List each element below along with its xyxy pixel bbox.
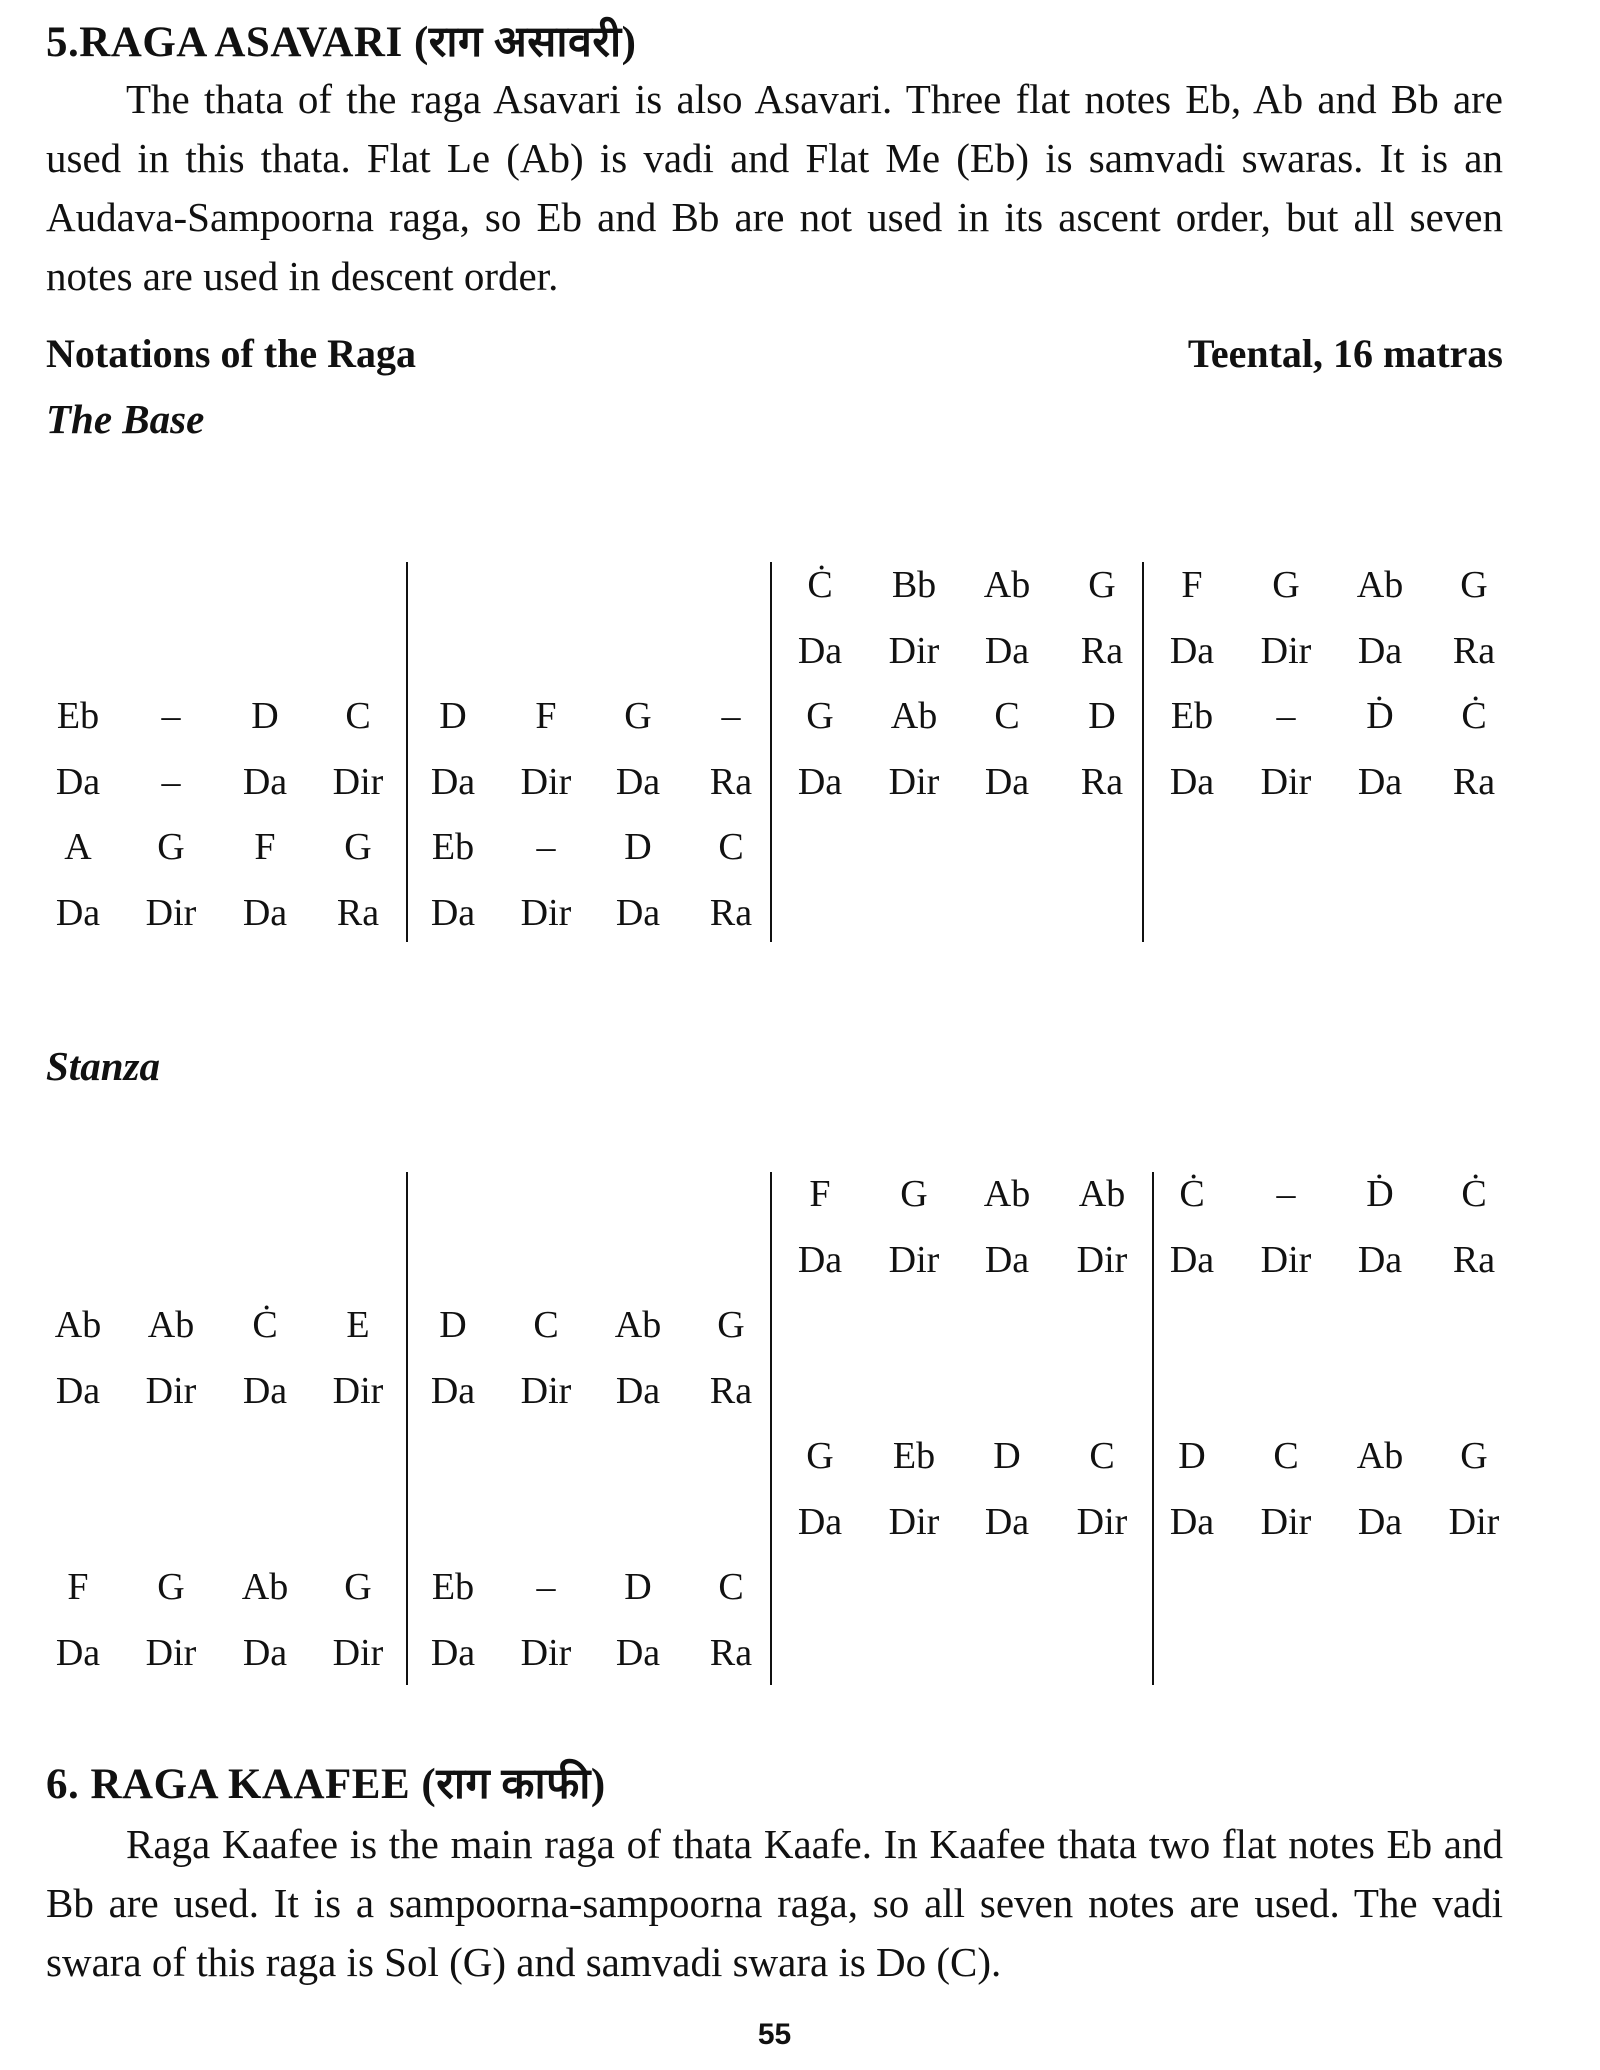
notation-cell: Da	[242, 891, 288, 934]
notation-cell: Da	[797, 629, 843, 672]
notation-cell: Ḋ	[1366, 1173, 1394, 1215]
notation-cell: –	[161, 695, 181, 737]
notation-cell: Da	[797, 760, 843, 803]
notation-cell: –	[1276, 695, 1296, 737]
notation-cell: Dir	[1076, 1238, 1128, 1281]
notation-cell: G	[1460, 1435, 1488, 1477]
notation-cell: Ab	[1078, 1173, 1126, 1215]
notation-cell: –	[161, 760, 181, 803]
notation-cell: –	[721, 695, 741, 737]
notation-cell: G	[157, 826, 185, 868]
notation-cell: Da	[984, 760, 1030, 803]
notation-cell: Ra	[1080, 760, 1124, 803]
notation-cell: Dir	[1260, 629, 1312, 672]
notation-cell: G	[1272, 564, 1300, 606]
notation-cell: Da	[242, 760, 288, 803]
notation-cell: Ab	[983, 1173, 1031, 1215]
notation-cell: Dir	[888, 760, 940, 803]
notation-cell: D	[1178, 1435, 1206, 1477]
notation-cell: –	[536, 826, 556, 868]
notation-cell: Dir	[888, 1500, 940, 1543]
vibhag-divider	[770, 562, 772, 942]
notation-cell: Ra	[336, 891, 380, 934]
base-label: The Base	[46, 396, 205, 442]
notation-cell: Ra	[1452, 760, 1496, 803]
notation-cell: Da	[615, 1369, 661, 1412]
notation-cell: G	[157, 1566, 185, 1608]
vibhag-divider	[406, 562, 408, 942]
page-number: 55	[757, 2018, 792, 2051]
notation-cell: Dir	[888, 629, 940, 672]
notation-cell: Ab	[614, 1304, 662, 1346]
notation-cell: Da	[1169, 1500, 1215, 1543]
notations-heading: Notations of the Raga	[46, 331, 416, 376]
vibhag-divider	[406, 1172, 408, 1685]
notation-cell: Dir	[520, 891, 572, 934]
notation-cell: Ra	[709, 891, 753, 934]
notation-cell: D	[993, 1435, 1021, 1477]
notation-cell: C	[1089, 1435, 1115, 1477]
notation-cell: Eb	[56, 695, 100, 737]
notation-cell: Da	[1357, 629, 1403, 672]
notation-cell: C	[718, 826, 744, 868]
notation-cell: G	[806, 1435, 834, 1477]
notation-cell: Da	[430, 1631, 476, 1674]
notation-cell: Bb	[891, 564, 937, 606]
notation-cell: Dir	[888, 1238, 940, 1281]
notation-cell: Ra	[709, 1369, 753, 1412]
notation-cell: Da	[615, 1631, 661, 1674]
notation-cell: G	[900, 1173, 928, 1215]
notation-cell: Da	[242, 1369, 288, 1412]
notation-cell: Da	[242, 1631, 288, 1674]
taal-label: Teental, 16 matras	[1187, 331, 1503, 376]
notation-cell: Da	[430, 1369, 476, 1412]
notation-cell: Dir	[1260, 760, 1312, 803]
notation-cell: F	[67, 1566, 89, 1608]
notation-cell: Da	[430, 891, 476, 934]
notation-cell: Da	[55, 891, 101, 934]
notation-cell: Da	[1357, 760, 1403, 803]
notation-cell: Ab	[241, 1566, 289, 1608]
notation-cell: Da	[984, 1238, 1030, 1281]
notation-cell: Dir	[145, 1631, 197, 1674]
notation-cell: Da	[615, 891, 661, 934]
notation-cell: Ra	[1452, 1238, 1496, 1281]
vibhag-divider	[1152, 1172, 1154, 1685]
notation-cell: Eb	[431, 1566, 475, 1608]
notation-cell: Ab	[54, 1304, 102, 1346]
notation-cell: Ċ	[1461, 695, 1487, 737]
notation-cell: C	[345, 695, 371, 737]
notations-heading-row	[46, 330, 1503, 377]
section-5-title: 5.RAGA ASAVARI (राग असावरी)	[46, 19, 637, 66]
notation-cell: D	[251, 695, 279, 737]
notation-cell: Ra	[1080, 629, 1124, 672]
section-6-paragraph: Raga Kaafee is the main raga of thata Kaafe. In Kaafee thata two flat notes Eb and Bb are used. It is a sampoorna-sampoorna raga, so all seven notes are used. The vadi swara of this raga is Sol (G) and samvadi swara is Do (C).	[46, 1821, 1503, 1985]
notation-cell: Eb	[431, 826, 475, 868]
notation-cell: A	[64, 826, 92, 868]
notation-cell: G	[806, 695, 834, 737]
notation-cell: Dir	[1260, 1500, 1312, 1543]
notation-cell: G	[1460, 564, 1488, 606]
notation-cell: Da	[615, 760, 661, 803]
notation-cell: D	[439, 695, 467, 737]
notation-cell: Ċ	[1179, 1173, 1205, 1215]
vibhag-divider	[770, 1172, 772, 1685]
notation-cell: Da	[1357, 1500, 1403, 1543]
notation-cell: D	[624, 1566, 652, 1608]
notation-cell: Da	[430, 760, 476, 803]
notation-cell: Ċ	[252, 1304, 278, 1346]
notation-cell: Ab	[983, 564, 1031, 606]
notation-cell: Ab	[890, 695, 938, 737]
notation-cell: F	[535, 695, 557, 737]
notation-cell: Da	[55, 1369, 101, 1412]
stanza-label: Stanza	[46, 1043, 160, 1089]
notation-cell: G	[717, 1304, 745, 1346]
notation-cell: –	[1276, 1173, 1296, 1215]
notation-cell: Da	[797, 1500, 843, 1543]
notation-cell: Da	[984, 629, 1030, 672]
notation-cell: Ab	[1356, 564, 1404, 606]
notation-cell: Da	[1357, 1238, 1403, 1281]
notation-cell: F	[1181, 564, 1203, 606]
notation-cell: Dir	[1076, 1500, 1128, 1543]
notation-cell: Da	[984, 1500, 1030, 1543]
notation-cell: C	[994, 695, 1020, 737]
notation-cell: Ab	[1356, 1435, 1404, 1477]
notation-cell: Da	[55, 1631, 101, 1674]
notation-cell: Da	[55, 760, 101, 803]
notation-cell: Dir	[145, 1369, 197, 1412]
notation-cell: Eb	[892, 1435, 936, 1477]
notation-cell: F	[254, 826, 276, 868]
notation-cell: E	[346, 1304, 370, 1346]
notation-cell: Dir	[332, 1369, 384, 1412]
notation-cell: G	[624, 695, 652, 737]
notation-cell: G	[344, 826, 372, 868]
notation-cell: G	[1088, 564, 1116, 606]
notation-cell: Ċ	[807, 564, 833, 606]
notation-cell: Dir	[1448, 1500, 1500, 1543]
notation-cell: C	[1273, 1435, 1299, 1477]
notation-cell: Dir	[332, 1631, 384, 1674]
notation-cell: D	[624, 826, 652, 868]
notation-cell: C	[718, 1566, 744, 1608]
notation-cell: D	[439, 1304, 467, 1346]
notation-cell: Ra	[709, 760, 753, 803]
notation-cell: Ċ	[1461, 1173, 1487, 1215]
notation-cell: Dir	[332, 760, 384, 803]
notation-cell: Eb	[1170, 695, 1214, 737]
notation-cell: Ra	[1452, 629, 1496, 672]
book-page	[46, 0, 1503, 2070]
notation-cell: F	[809, 1173, 831, 1215]
notation-cell: G	[344, 1566, 372, 1608]
section-5-paragraph: The thata of the raga Asavari is also Asavari. Three flat notes Eb, Ab and Bb are used in this thata. Flat Le (Ab) is vadi and Flat Me (Eb) is samvadi swaras. It is an Audava-Sampoorna raga, so Eb and Bb are not used in its ascent order, but all seven notes are used in descent order.	[46, 76, 1503, 299]
notation-cell: –	[536, 1566, 556, 1608]
section-6-title: 6. RAGA KAAFEE (राग काफी)	[46, 1761, 606, 1808]
notation-cell: Da	[1169, 760, 1215, 803]
notation-cell: Ra	[709, 1631, 753, 1674]
notation-cell: D	[1088, 695, 1116, 737]
notation-cell: Da	[1169, 629, 1215, 672]
notation-cell: Ab	[147, 1304, 195, 1346]
notation-cell: Dir	[145, 891, 197, 934]
notation-cell: Dir	[520, 760, 572, 803]
vibhag-divider	[1142, 562, 1144, 942]
notation-cell: Da	[1169, 1238, 1215, 1281]
notation-cell: Dir	[1260, 1238, 1312, 1281]
notation-cell: Ḋ	[1366, 695, 1394, 737]
notation-cell: Dir	[520, 1631, 572, 1674]
notation-cell: C	[533, 1304, 559, 1346]
notation-cell: Da	[797, 1238, 843, 1281]
notation-cell: Dir	[520, 1369, 572, 1412]
